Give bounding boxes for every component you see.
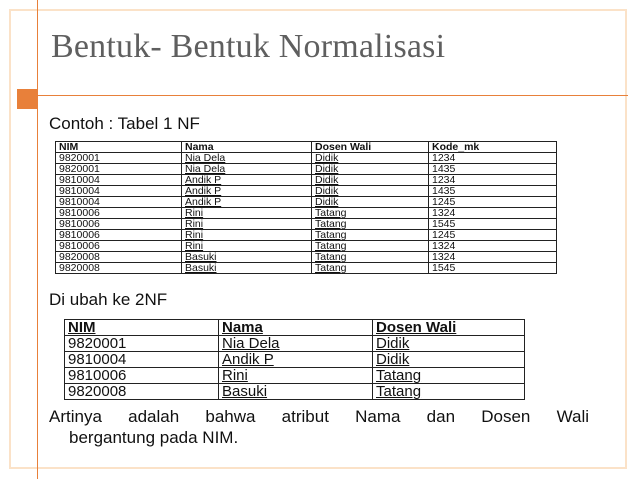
table-cell: Nia Dela bbox=[182, 153, 312, 164]
table-2nf-image bbox=[64, 317, 534, 401]
table-cell: 9810004 bbox=[65, 352, 219, 368]
column-header: NIM bbox=[65, 320, 219, 336]
table-cell: Tatang bbox=[312, 208, 429, 219]
column-header: NIM bbox=[56, 142, 182, 153]
table-cell: Tatang bbox=[312, 230, 429, 241]
table-cell: Rini bbox=[182, 219, 312, 230]
table-cell: Tatang bbox=[312, 263, 429, 274]
table-cell: Nia Dela bbox=[219, 336, 373, 352]
table-cell: Didik bbox=[373, 336, 525, 352]
explanation-line-1: Artinya adalah bahwa atribut Nama dan Dosen Wali bbox=[49, 407, 589, 426]
table-cell: 9810006 bbox=[56, 241, 182, 252]
column-header: Kode_mk bbox=[429, 142, 557, 153]
table-cell: Basuki bbox=[182, 252, 312, 263]
table-cell: Didik bbox=[312, 175, 429, 186]
table-cell: 1435 bbox=[429, 186, 557, 197]
table-cell: Tatang bbox=[312, 252, 429, 263]
table-cell: Tatang bbox=[373, 384, 525, 400]
table-cell: 9820008 bbox=[56, 263, 182, 274]
table-cell: Andik P bbox=[219, 352, 373, 368]
table-cell: 1234 bbox=[429, 175, 557, 186]
table-cell: Rini bbox=[182, 208, 312, 219]
table-cell: 1234 bbox=[429, 153, 557, 164]
accent-square bbox=[17, 89, 37, 109]
title-divider-line bbox=[37, 95, 628, 96]
column-header: Nama bbox=[219, 320, 373, 336]
table-cell: Rini bbox=[182, 230, 312, 241]
table-cell: Didik bbox=[312, 197, 429, 208]
table-cell: Didik bbox=[312, 153, 429, 164]
table-row bbox=[56, 208, 557, 219]
table-row bbox=[56, 252, 557, 263]
table-cell: 1545 bbox=[429, 219, 557, 230]
table-cell: Andik P bbox=[182, 197, 312, 208]
explanation-line-2: bergantung pada NIM. bbox=[69, 428, 239, 447]
column-header: Dosen Wali bbox=[373, 320, 525, 336]
table-row bbox=[56, 186, 557, 197]
table-cell: 9810004 bbox=[56, 197, 182, 208]
table-cell: Basuki bbox=[182, 263, 312, 274]
table-cell: Didik bbox=[312, 186, 429, 197]
table-cell: 9810006 bbox=[65, 368, 219, 384]
table-cell: 1324 bbox=[429, 252, 557, 263]
table-cell: Andik P bbox=[182, 175, 312, 186]
table-row bbox=[65, 336, 525, 352]
table-cell: Andik P bbox=[182, 186, 312, 197]
table-cell: 9820001 bbox=[65, 336, 219, 352]
table-cell: 1545 bbox=[429, 263, 557, 274]
table-row bbox=[65, 368, 525, 384]
table-cell: Basuki bbox=[219, 384, 373, 400]
diubah-label: Di ubah ke 2NF bbox=[49, 290, 168, 309]
table-cell: Tatang bbox=[373, 368, 525, 384]
table-cell: Didik bbox=[373, 352, 525, 368]
table-cell: 9810006 bbox=[56, 208, 182, 219]
vertical-accent-line bbox=[37, 0, 38, 479]
table-header-row bbox=[65, 320, 525, 336]
table-row bbox=[65, 384, 525, 400]
table-cell: 9820008 bbox=[65, 384, 219, 400]
table-cell: Tatang bbox=[312, 241, 429, 252]
table-cell: 9810006 bbox=[56, 219, 182, 230]
table-cell: 9810006 bbox=[56, 230, 182, 241]
table-1nf bbox=[55, 141, 557, 274]
table-cell: 1324 bbox=[429, 208, 557, 219]
table-cell: 9820008 bbox=[56, 252, 182, 263]
table-row bbox=[56, 241, 557, 252]
table-cell: Nia Dela bbox=[182, 164, 312, 175]
table-1nf-image bbox=[49, 138, 568, 288]
table-cell: 9810004 bbox=[56, 186, 182, 197]
table-cell: 1245 bbox=[429, 230, 557, 241]
table-cell: Didik bbox=[312, 164, 429, 175]
table-cell: Rini bbox=[182, 241, 312, 252]
slide-title: Bentuk- Bentuk Normalisasi bbox=[51, 28, 446, 65]
table-cell: 9820001 bbox=[56, 164, 182, 175]
table-cell: 9810004 bbox=[56, 175, 182, 186]
table-row bbox=[65, 352, 525, 368]
table-row bbox=[56, 230, 557, 241]
explanation-paragraph bbox=[49, 406, 589, 448]
table-row bbox=[56, 164, 557, 175]
table-row bbox=[56, 219, 557, 230]
contoh-label: Contoh : Tabel 1 NF bbox=[49, 114, 200, 133]
table-cell: Rini bbox=[219, 368, 373, 384]
table-cell: 1245 bbox=[429, 197, 557, 208]
table-row bbox=[56, 197, 557, 208]
column-header: Dosen Wali bbox=[312, 142, 429, 153]
table-row bbox=[56, 175, 557, 186]
table-row bbox=[56, 263, 557, 274]
table-row bbox=[56, 153, 557, 164]
table-cell: 9820001 bbox=[56, 153, 182, 164]
table-cell: Tatang bbox=[312, 219, 429, 230]
table-2nf bbox=[64, 319, 525, 400]
column-header: Nama bbox=[182, 142, 312, 153]
table-cell: 1324 bbox=[429, 241, 557, 252]
table-header-row bbox=[56, 142, 557, 153]
table-cell: 1435 bbox=[429, 164, 557, 175]
